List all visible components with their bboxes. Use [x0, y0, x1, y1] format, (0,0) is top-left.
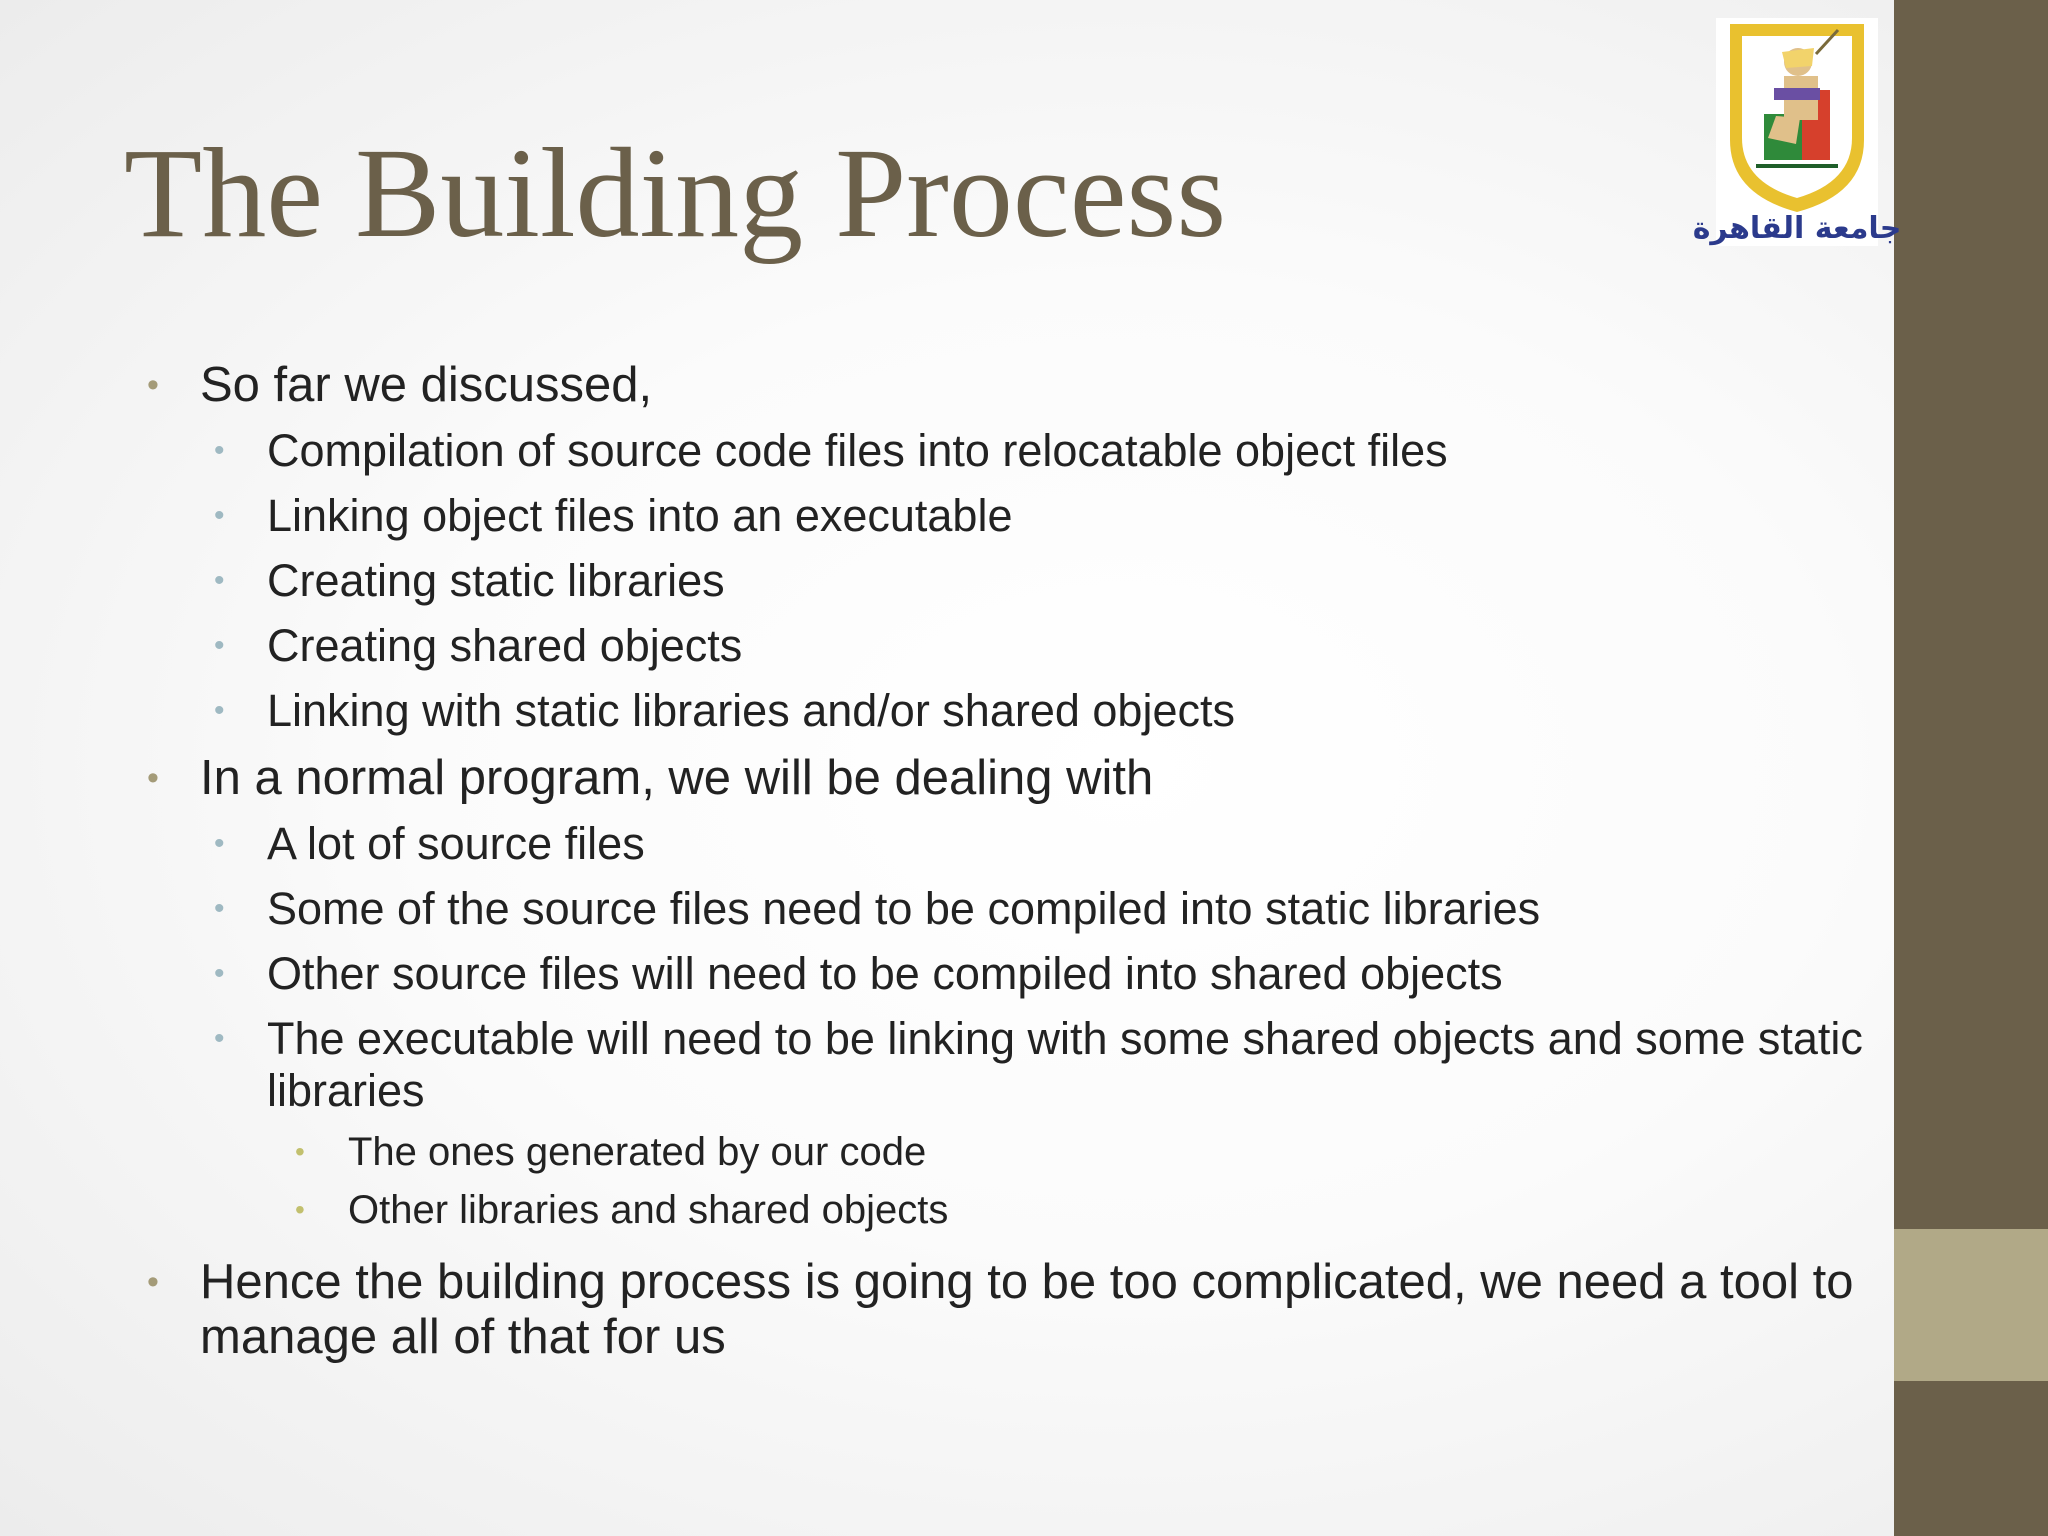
bullet-item-level-2: [140, 685, 1867, 737]
bullet-marker: •: [214, 434, 225, 467]
bullet-text: Compilation of source code files into relocatable object files: [267, 425, 1448, 476]
bullet-text: Linking with static libraries and/or shared objects: [267, 685, 1235, 736]
bullet-item-level-2: [140, 883, 1867, 935]
bullet-item-level-1: [140, 358, 1880, 413]
bullet-text: The ones generated by our code: [348, 1130, 927, 1174]
bullet-text: In a normal program, we will be dealing with: [200, 751, 1154, 805]
slide-title: The Building Process: [124, 122, 1227, 264]
bullet-item-level-2: [140, 1013, 1867, 1117]
bullet-item-level-2: [140, 425, 1867, 477]
bullet-item-level-2: [140, 555, 1867, 607]
bullet-text: So far we discussed,: [200, 358, 653, 412]
bullet-text: Linking object files into an executable: [267, 490, 1013, 541]
bullet-marker: •: [214, 827, 225, 860]
bullet-marker: •: [214, 499, 225, 532]
bullet-marker: •: [214, 564, 225, 597]
logo-text: جامعة القاهرة: [1692, 211, 1902, 246]
cairo-university-logo-icon: [1692, 18, 1902, 246]
bullet-marker: •: [214, 957, 225, 990]
bullet-text: Other libraries and shared objects: [348, 1188, 949, 1232]
bullet-text: A lot of source files: [267, 818, 645, 869]
side-accent-block: [1894, 1229, 2048, 1381]
bullet-item-level-2: [140, 490, 1867, 542]
bullet-marker: •: [214, 1022, 225, 1055]
bullet-list: [140, 358, 1880, 1365]
bullet-text: Hence the building process is going to be too complicated, we need a tool to manage all of that for us: [200, 1255, 1854, 1364]
bullet-item-level-1: [140, 1255, 1880, 1365]
bullet-marker: •: [295, 1136, 305, 1167]
bullet-marker: •: [214, 694, 225, 727]
bullet-text: Some of the source files need to be compiled into static libraries: [267, 883, 1541, 934]
bullet-text: The executable will need to be linking with some shared objects and some static libraries: [267, 1013, 1863, 1116]
bullet-item-level-3: [140, 1187, 1880, 1233]
bullet-item-level-2: [140, 948, 1867, 1000]
bullet-item-level-2: [140, 818, 1867, 870]
bullet-marker: •: [214, 892, 225, 925]
bullet-text: Other source files will need to be compiled into shared objects: [267, 948, 1503, 999]
bullet-item-level-3: [140, 1129, 1880, 1175]
bullet-marker: •: [147, 366, 159, 404]
bullet-text: Creating static libraries: [267, 555, 725, 606]
bullet-marker: •: [295, 1194, 305, 1225]
bullet-marker: •: [214, 629, 225, 662]
bullet-item-level-1: [140, 751, 1880, 806]
bullet-text: Creating shared objects: [267, 620, 743, 671]
bullet-marker: •: [147, 759, 159, 797]
bullet-item-level-2: [140, 620, 1867, 672]
bullet-marker: •: [147, 1263, 159, 1301]
